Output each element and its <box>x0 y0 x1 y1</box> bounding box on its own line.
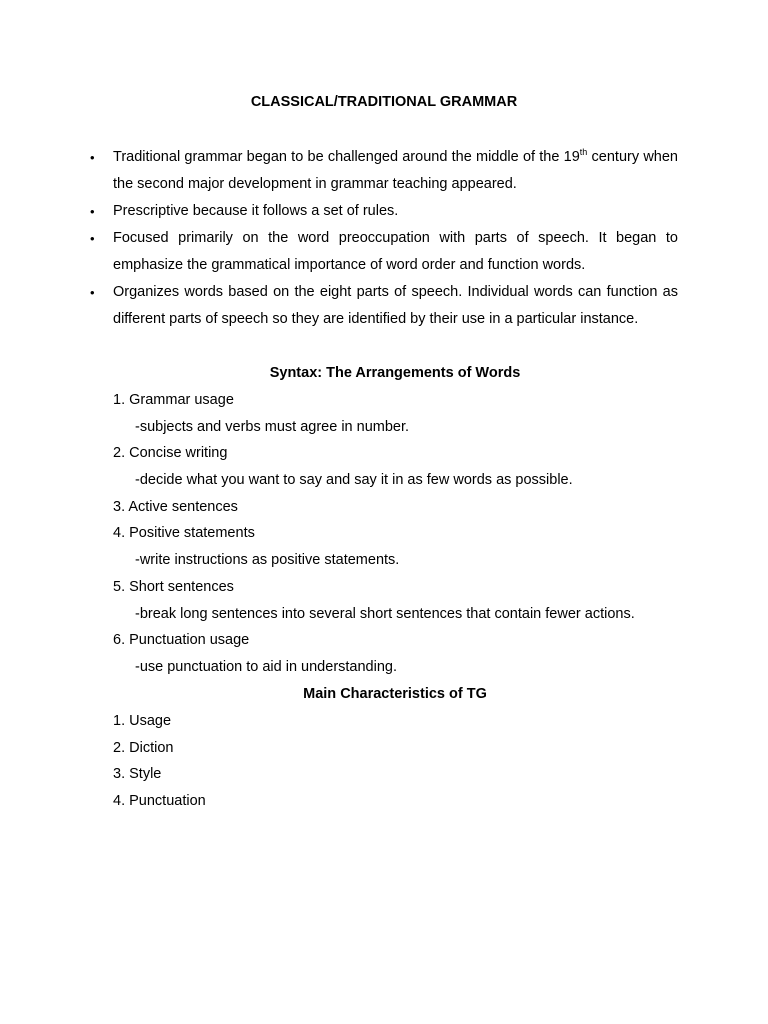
bullet-icon: • <box>90 285 95 300</box>
characteristic-item: 3. Style <box>113 766 162 783</box>
bullet-icon: • <box>90 231 95 246</box>
characteristics-heading: Main Characteristics of TG <box>303 686 487 702</box>
document-title: CLASSICAL/TRADITIONAL GRAMMAR <box>250 94 518 110</box>
syntax-subitem: -decide what you want to say and say it in as few words as possible. <box>135 472 573 489</box>
syntax-heading: Syntax: The Arrangements of Words <box>269 365 521 381</box>
syntax-subitem: -use punctuation to aid in understanding. <box>135 658 397 675</box>
syntax-item-positive-statements: 4. Positive statements <box>113 525 255 542</box>
syntax-item-grammar-usage: 1. Grammar usage <box>113 392 234 408</box>
bullet-item <box>90 198 678 225</box>
bullet-text: Focused primarily on the word preoccupation with parts of speech. It began to emphasize the grammatical importance of word order and function words. <box>113 230 678 273</box>
bullet-text <box>113 149 678 192</box>
bullet-text: Organizes words based on the eight parts of speech. Individual words can function as different parts of speech so they are identified by their use in a particular instance. <box>113 284 678 327</box>
bullet-text-part: Traditional grammar began to be challenged around the middle of the 19 <box>113 149 580 165</box>
syntax-list <box>113 387 693 681</box>
syntax-subitem: -break long sentences into several short sentences that contain fewer actions. <box>135 605 635 622</box>
bullet-icon: • <box>90 204 95 219</box>
syntax-item-punctuation-usage: 6. Punctuation usage <box>113 632 250 649</box>
syntax-subitem: -write instructions as positive statements. <box>135 552 400 569</box>
bullet-text-part: century when the second major development in grammar teaching appeared. <box>113 149 678 192</box>
bullet-icon: • <box>90 150 95 165</box>
bullet-list <box>90 144 678 333</box>
bullet-item <box>90 225 678 279</box>
bullet-item <box>90 144 678 198</box>
syntax-subitem: -subjects and verbs must agree in number. <box>135 418 410 435</box>
syntax-item-concise-writing: 2. Concise writing <box>113 445 228 462</box>
characteristics-list <box>113 708 693 815</box>
characteristic-item: 4. Punctuation <box>113 793 206 810</box>
characteristic-item: 2. Diction <box>113 739 174 756</box>
bullet-text: Prescriptive because it follows a set of rules. <box>113 203 399 219</box>
bullet-item <box>90 279 678 333</box>
characteristic-item: 1. Usage <box>113 713 172 729</box>
syntax-item-active-sentences: 3. Active sentences <box>113 498 238 515</box>
superscript: th <box>579 147 588 157</box>
syntax-item-short-sentences: 5. Short sentences <box>113 578 234 595</box>
